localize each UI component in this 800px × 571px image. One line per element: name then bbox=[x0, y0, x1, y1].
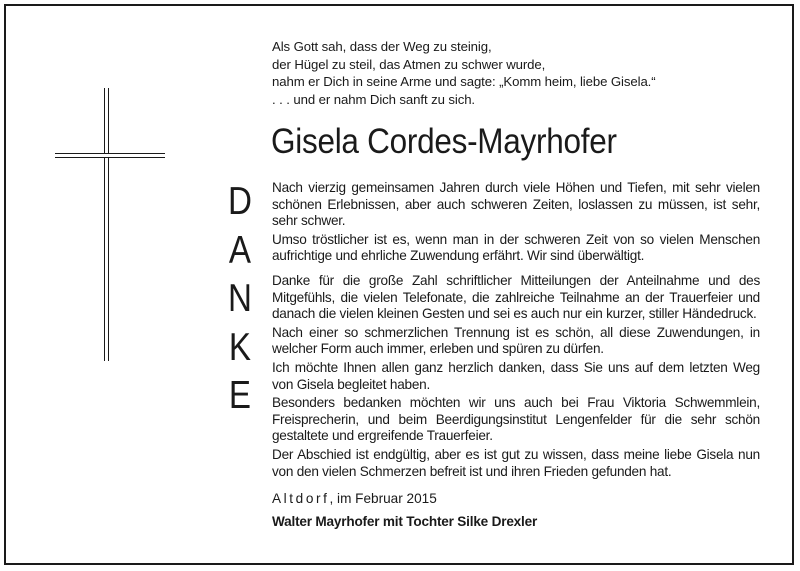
danke-letter: D bbox=[228, 180, 252, 223]
paragraph: Der Abschied ist endgültig, aber es ist gut zu wissen, dass meine liebe Gisela nun von den vielen Schmerzen befreit ist und ihren Frieden gefunden hat. bbox=[272, 446, 760, 479]
paragraph: Nach vierzig gemeinsamen Jahren durch viele Höhen und Tiefen, mit sehr vielen schönen Erlebnissen, aber auch schweren Zeiten, loslassen zu müssen, ist sehr, sehr schwer. bbox=[272, 180, 760, 229]
danke-letter: N bbox=[228, 277, 252, 320]
cross-beam bbox=[55, 153, 165, 158]
paragraph: Danke für die große Zahl schriftlicher Mitteilungen der Anteilnahme und des Mitgefühls, die vielen Telefonate, die zahlreiche Teilnahme an der Trauerfeier und danach die vielen kleinen Gesten und sei es auch nur ein kurzer, stiller Händedruck. bbox=[272, 272, 760, 322]
cross-icon bbox=[104, 88, 109, 361]
place-name: Altdorf bbox=[272, 491, 330, 506]
poem-line: . . . und er nahm Dich sanft zu sich. bbox=[272, 91, 475, 107]
paragraph: Nach einer so schmerzlichen Trennung ist es schön, all diese Zuwendungen, in welcher Form auch immer, erleben und spüren zu dürfen. bbox=[272, 324, 760, 357]
paragraph: Ich möchte Ihnen allen ganz herzlich danken, dass Sie uns auf dem letzten Weg von Gisela begleitet haben. bbox=[272, 359, 760, 392]
danke-letter: E bbox=[228, 374, 252, 417]
danke-letter: K bbox=[228, 325, 252, 369]
danke-letter: A bbox=[228, 228, 252, 272]
poem-line: Als Gott sah, dass der Weg zu steinig, bbox=[272, 39, 492, 54]
paragraph: Umso tröstlicher ist es, wenn man in der schweren Zeit von so vielen Menschen aufrichtige und ehrliche Zuwendung erfährt. Wir sind überwältigt. bbox=[272, 231, 760, 264]
place-date bbox=[272, 490, 437, 507]
poem-line: nahm er Dich in seine Arme und sagte: „Komm heim, liebe Gisela.“ bbox=[272, 74, 656, 90]
paragraph: Besonders bedanken möchten wir uns auch bei Frau Viktoria Schwemmlein, Freisprecherin, und beim Beerdigungsinstitut Lengenfelder für die sehr schön gestaltete und ergreifende Trauerfeier. bbox=[272, 395, 760, 444]
date-text: , im Februar 2015 bbox=[329, 491, 437, 506]
signature: Walter Mayrhofer mit Tochter Silke Drexler bbox=[272, 514, 538, 529]
message-body bbox=[272, 180, 760, 482]
poem-line: der Hügel zu steil, das Atmen zu schwer wurde, bbox=[272, 56, 546, 72]
danke-vertical bbox=[220, 178, 260, 421]
deceased-name: Gisela Cordes-Mayrhofer bbox=[271, 122, 617, 161]
poem bbox=[272, 38, 656, 108]
